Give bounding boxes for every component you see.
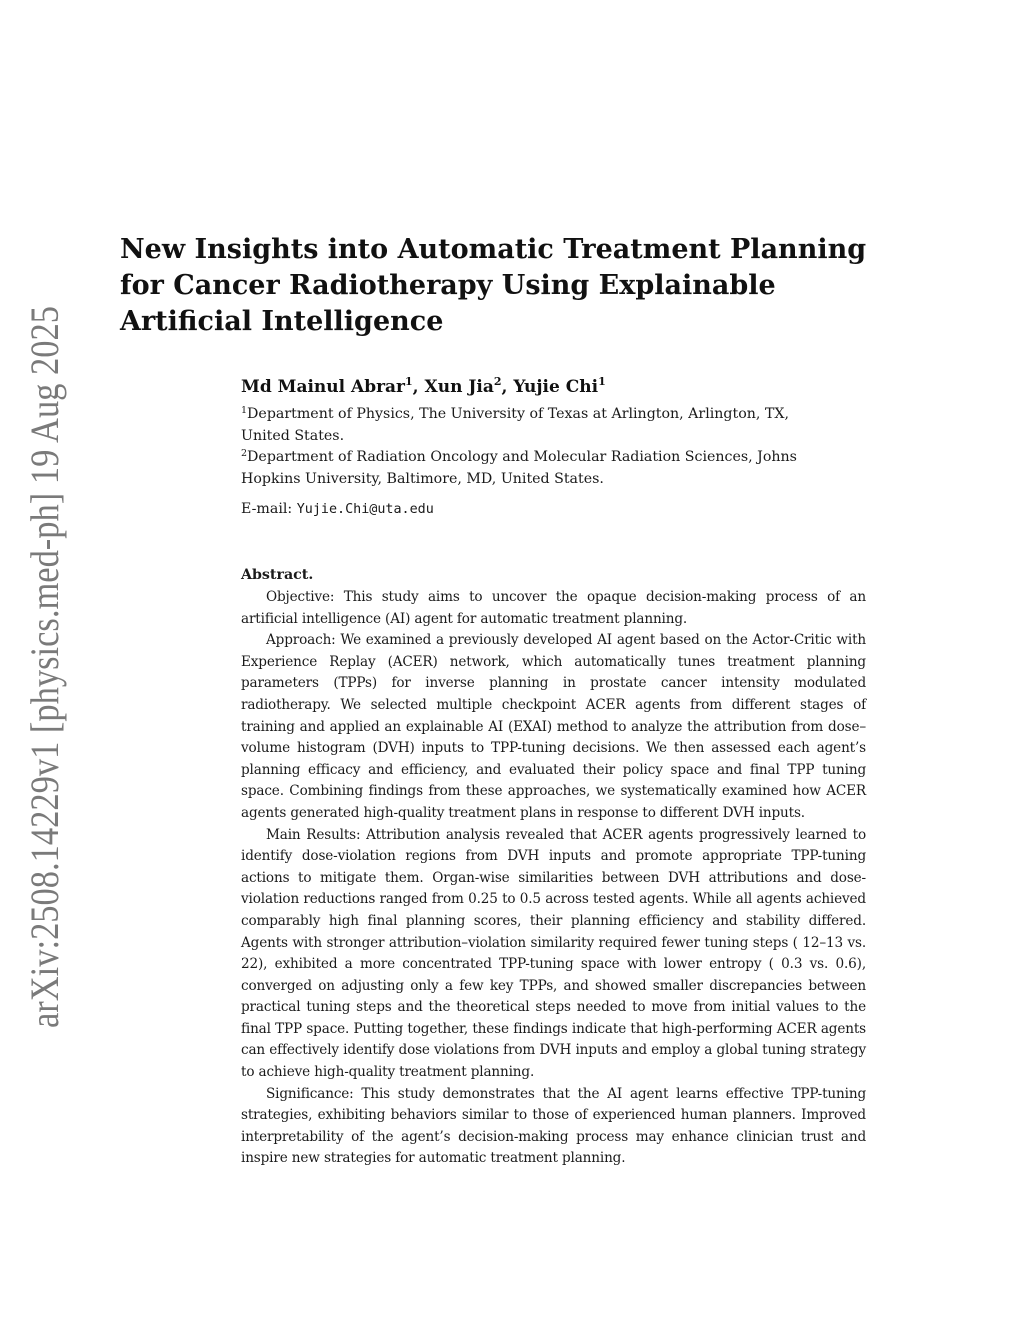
abstract-objective: Objective: This study aims to uncover the opaque decision-making process of an artificial intelligence (AI) agent for automatic treatment planning.	[241, 589, 866, 627]
paper-title	[120, 232, 867, 340]
abstract-approach: Approach: We examined a previously developed AI agent based on the Actor-Critic with Experience Replay (ACER) network, which automatically tunes treatment planning parameters (TPPs) for inverse planning in prostate cancer intensity modulated radiotherapy. We selected multiple checkpoint ACER agents from different stages of training and applied an explainable AI (EXAI) method to analyze the attribution from dose–volume histogram (DVH) inputs to TPP-tuning decisions. We then assessed each agent’s planning efficacy and efficiency, and evaluated their policy space and final TPP tuning space. Combining findings from these approaches, we systematically examined how ACER agents generated high-quality treatment plans in response to different DVH inputs.	[241, 632, 866, 821]
title-line-2: for Cancer Radiotherapy Using Explainable	[120, 270, 776, 301]
affiliation-text: Department of Physics, The University of Texas at Arlington, Arlington, TX,	[247, 406, 789, 422]
abstract-significance: Significance: This study demonstrates that the AI agent learns effective TPP-tuning strategies, exhibiting behaviors similar to those of experienced human planners. Improved interpretability of the agent’s decision-making process may enhance clinician trust and inspire new strategies for automatic treatment planning.	[241, 1085, 866, 1167]
author-name: Xun Jia	[424, 377, 494, 397]
affiliation-mark: 1	[241, 405, 248, 416]
author-list: Md Mainul Abrar$^1$, Xun Jia$^2$, Yujie Chi$^1$	[241, 375, 606, 397]
abstract-heading: Abstract.	[241, 567, 314, 583]
email-link[interactable]: Yujie.Chi@uta.edu	[296, 502, 434, 518]
author-name: Md Mainul Abrar	[241, 377, 406, 397]
affiliation-text: United States.	[241, 427, 345, 444]
affiliation-1	[241, 404, 866, 447]
author-affiliation-mark: 1	[405, 375, 413, 388]
author-name: Yujie Chi	[513, 377, 599, 397]
arxiv-id-text: arXiv:2508.14229v1 [physics.med-ph] 19 Aug 2025	[22, 190, 67, 1028]
front-matter	[241, 370, 866, 521]
arxiv-stamp-svg	[0, 0, 80, 1325]
abstract-main-results: Main Results: Attribution analysis revealed that ACER agents progressively learned to identify dose-violation regions from DVH inputs and promote appropriate TPP-tuning actions to mitigate them. Organ-wise similarities between DVH attributions and dose-violation reductions ranged from 0.25 to 0.5 across tested agents. While all agents achieved comparably high final planning scores, their planning efficiency and stability differed. Agents with stronger attribution–violation similarity required fewer tuning steps ( 12–13 vs. 22), exhibited a more concentrated TPP-tuning space with lower entropy ( 0.3 vs. 0.6), converged on adjusting only a few key TPPs, and showed smaller discrepancies between practical tuning steps and the theoretical steps needed to move from initial values to the final TPP space. Putting together, these findings indicate that high-performing ACER agents can effectively identify dose violations from DVH inputs and employ a global tuning strategy to achieve high-quality treatment planning.	[241, 826, 866, 1081]
title-line-1: New Insights into Automatic Treatment Planning	[120, 234, 867, 265]
email-label: E-mail:	[241, 501, 293, 518]
corresponding-email	[241, 498, 866, 521]
title-line-3: Artificial Intelligence	[120, 306, 444, 337]
affiliation-2	[241, 447, 866, 490]
arxiv-identifier-stamp	[0, 0, 80, 1325]
author-affiliation-mark: 1	[598, 375, 606, 388]
affiliation-text: Department of Radiation Oncology and Molecular Radiation Sciences, Johns	[247, 449, 797, 466]
author-affiliation-mark: 2	[493, 375, 502, 388]
affiliation-mark: 2	[241, 448, 248, 460]
affiliation-text: Hopkins University, Baltimore, MD, United States.	[241, 470, 604, 487]
abstract	[241, 566, 866, 1170]
